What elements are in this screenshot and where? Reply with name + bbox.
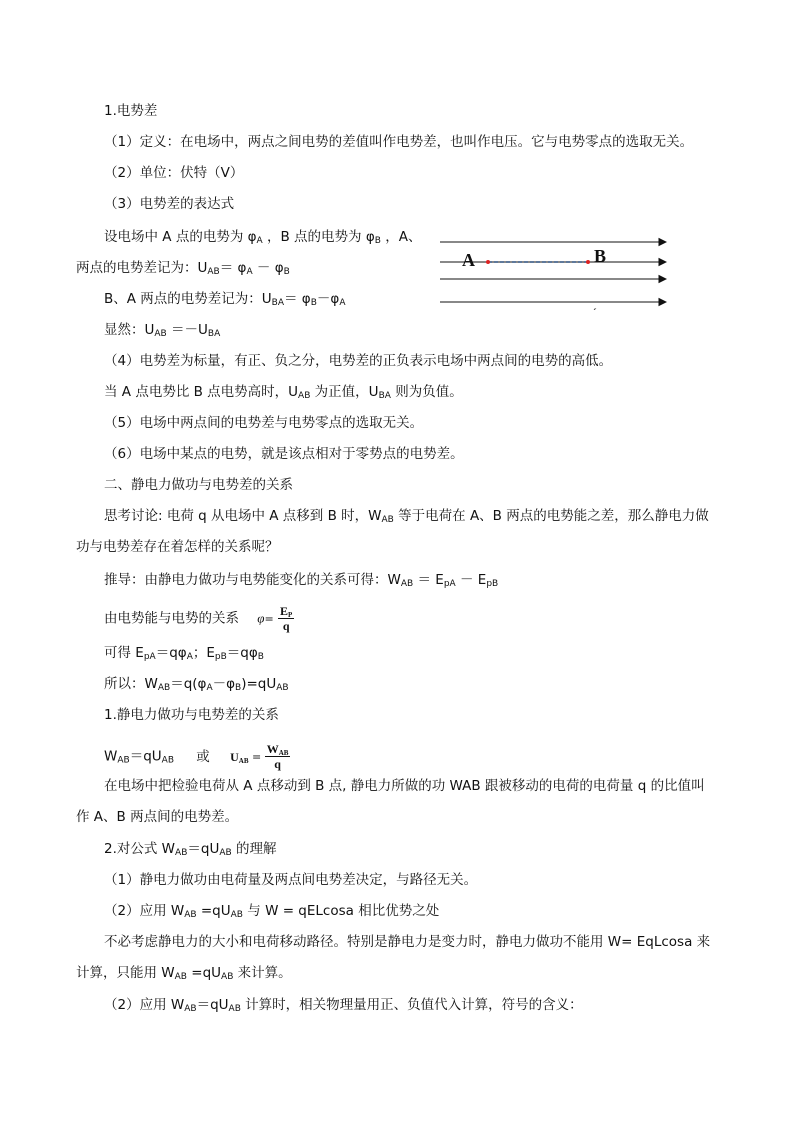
energy-potential-line: 由电势能与电势的关系 φ= $\frac{E_P}{q}$	[104, 604, 293, 633]
therefore-line: 所以：$W_{AB}=q(\varphi_A-\varphi_B)=qU_{AB}$	[104, 676, 289, 693]
energy-result-line: 可得 $E_{pA}=q\varphi_A$；$E_{pB}=q\varphi_B$	[104, 645, 264, 662]
sign-line: 当 A 点电势比 B 点电势高时，$U_{AB}$ 为正值，$U_{BA}$ 则为负值。	[104, 384, 463, 401]
expression-heading: （3）电势差的表达式	[104, 196, 235, 212]
phi-formula: φ= $\frac{E_P}{q}$	[257, 604, 293, 633]
relation-formula-line: $W_{AB}=qU_{AB}$ 或 $U_{AB}$ = $W_{AB}$ q	[104, 742, 289, 771]
explain-line-2: 作 A、B 两点间的电势差。	[76, 809, 239, 825]
obvious-line: 显然：$U_{AB} =-U_{BA}$	[104, 322, 221, 339]
variable-force-line: 不必考虑静电力的大小和电荷移动路径。特别是静电力是变力时，静电力做功不能用 W= EqLcosa 来	[104, 934, 711, 950]
potential-def-line: 设电场中 A 点的电势为 $\varphi_A$ ，B 点的电势为 $\varphi_B$ ，A、	[104, 229, 422, 246]
sign-meaning-line: （2）应用 $W_{AB}=qU_{AB}$ 计算时，相关物理量用正、负值代入计算，符号的含义：	[104, 997, 583, 1014]
discussion-line: 思考讨论: 电荷 q 从电场中 A 点移到 B 时，$W_{AB}$ 等于电荷在 A、B 两点的电势能之差，那么静电力做	[104, 508, 709, 525]
advantage-line: （2）应用 $W_{AB} =qU_{AB}$ 与 W = qELcosa 相比优势之处	[104, 903, 440, 920]
uab-formula: $U_{AB}$ = $W_{AB}$ q	[230, 742, 289, 771]
zero-line: （5）电场中两点间的电势差与电势零点的选取无关。	[104, 415, 424, 431]
derivation-line: 推导：由静电力做功与电势能变化的关系可得：$W_{AB} = E_{pA} - E_{pB}$	[104, 572, 499, 589]
scalar-line: （4）电势差为标量，有正、负之分，电势差的正负表示电场中两点间的电势的高低。	[104, 353, 613, 369]
point-potential-line: （6）电场中某点的电势，就是该点相对于零势点的电势差。	[104, 446, 464, 462]
path-independent-line: （1）静电力做功由电荷量及两点间电势差决定，与路径无关。	[104, 872, 478, 888]
definition-line: （1）定义：在电场中，两点之间电势的差值叫作电势差，也叫作电压。它与电势零点的选取无关。	[104, 134, 694, 150]
small-mark: ˊ	[593, 307, 597, 316]
unit-line: （2）单位：伏特（V）	[104, 165, 244, 181]
section-two-heading: 二、静电力做功与电势差的关系	[104, 477, 293, 493]
formula-understanding-heading: 2.对公式 $W_{AB}=qU_{AB}$ 的理解	[104, 841, 277, 858]
uab-def-line: 两点的电势差记为：$U_{AB}= \varphi_A - \varphi_B$	[76, 260, 290, 277]
electric-field-diagram	[436, 232, 672, 316]
point-b-dot	[586, 260, 590, 264]
variable-force-line-2: 计算，只能用 $W_{AB} =qU_{AB}$ 来计算。	[76, 965, 292, 982]
section-heading: 1.电势差	[104, 103, 158, 119]
explain-line: 在电场中把检验电荷从 A 点移动到 B 点, 静电力所做的功 WAB 跟被移动的电荷的电荷量 q 的比值叫	[104, 778, 705, 794]
point-b-label: B	[594, 246, 607, 266]
point-a-label: A	[462, 250, 475, 270]
uba-def-line: B、A 两点的电势差记为：$U_{BA}= \varphi_B-\varphi_A$	[104, 291, 346, 308]
relation-heading: 1.静电力做功与电势差的关系	[104, 707, 279, 723]
discussion-line-2: 功与电势差存在着怎样的关系呢？	[76, 539, 279, 555]
point-a-dot	[486, 260, 490, 264]
